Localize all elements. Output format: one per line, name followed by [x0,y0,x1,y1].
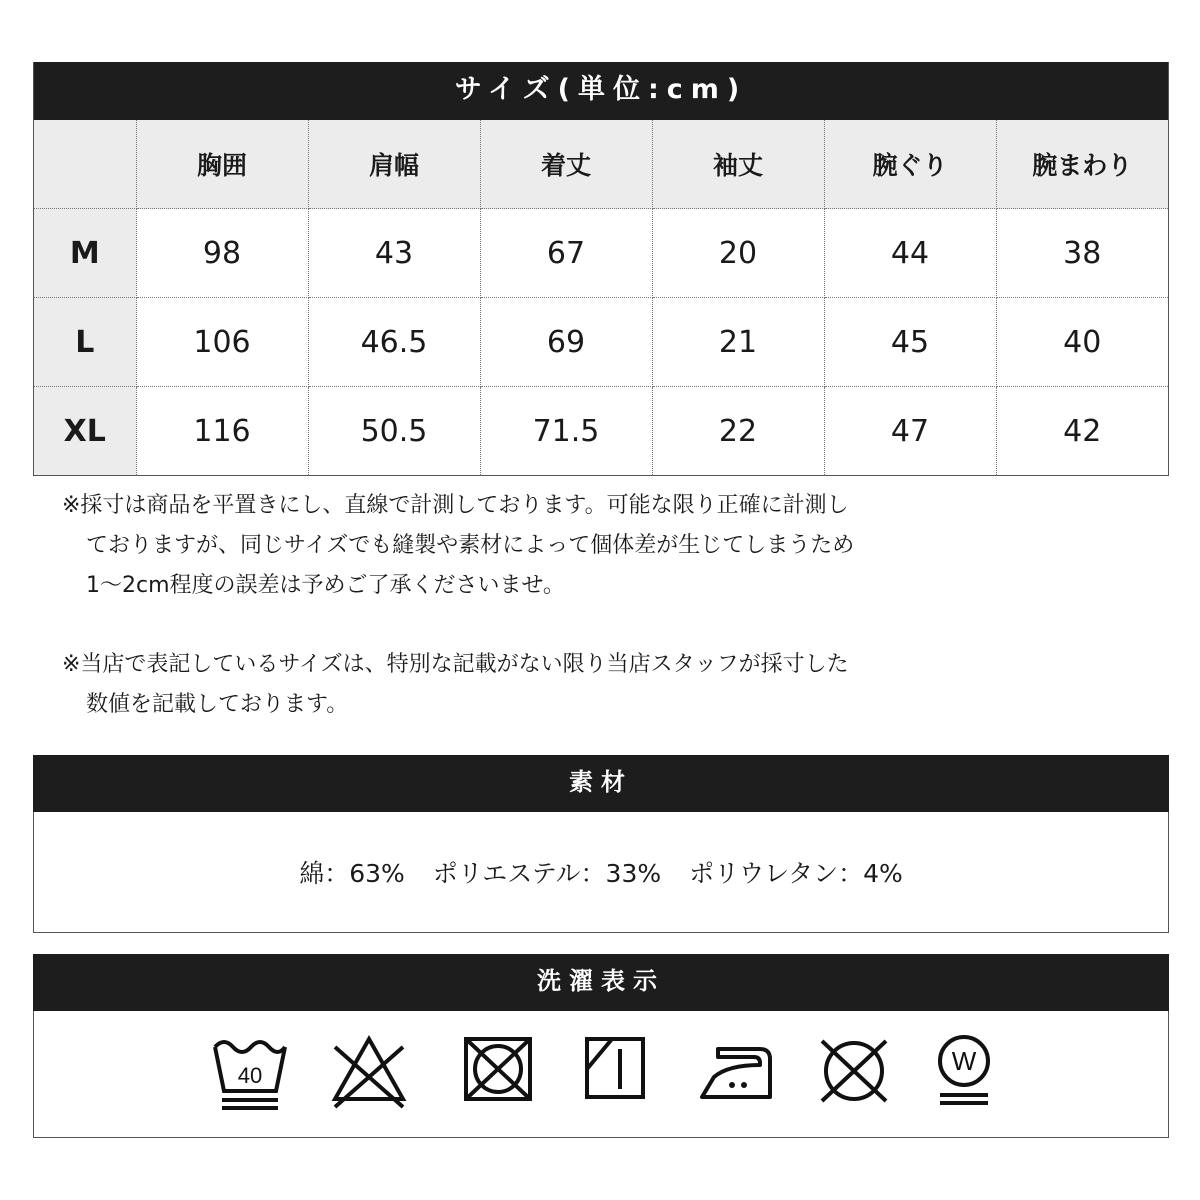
no-bleach-icon [329,1033,409,1111]
table-cell: 44 [824,209,996,298]
material-item-cotton: 綿：63% [299,859,405,888]
table-cell: 98 [136,209,308,298]
table-cell: 21 [652,298,824,387]
header-bust: 胸囲 [136,120,308,209]
store-size-note [62,645,849,725]
material-panel [33,755,1169,933]
table-cell: 106 [136,298,308,387]
line-dry-shade-icon [582,1033,648,1105]
table-cell: 43 [308,209,480,298]
header-sleeve: 袖丈 [652,120,824,209]
size-table [34,120,1168,475]
material-title: 素材 [33,755,1169,812]
size-label: XL [34,387,136,476]
header-length: 着丈 [480,120,652,209]
wash-40-gentle-icon [210,1033,290,1117]
table-cell: 20 [652,209,824,298]
table-cell: 69 [480,298,652,387]
size-label: L [34,298,136,387]
size-table-panel [33,62,1169,476]
laundry-icons [33,1011,1169,1138]
material-item-polyurethane: ポリウレタン：4% [689,859,903,888]
note-line: 1～2cm程度の誤差は予めご了承くださいませ。 [86,573,565,598]
wet-clean-letter: W [951,1046,977,1076]
table-cell: 47 [824,387,996,476]
table-cell: 50.5 [308,387,480,476]
note-line: 数値を記載しております。 [86,692,349,717]
no-dry-clean-icon [814,1033,894,1109]
table-row [34,387,1168,476]
no-tumble-dry-icon [460,1033,536,1105]
note-line: ておりますが、同じサイズでも縫製や素材によって個体差が生じてしまうため [86,533,855,558]
note-line: ※当店で表記しているサイズは、特別な記載がない限り当店スタッフが採寸した [62,652,849,677]
header-arm-circumference: 腕まわり [996,120,1168,209]
table-row [34,209,1168,298]
size-table-header-row [34,120,1168,209]
wet-clean-gentle-icon [932,1033,996,1111]
iron-medium-icon [694,1033,778,1105]
size-table-title: サイズ(単位:cm) [34,62,1168,120]
header-armhole: 腕ぐり [824,120,996,209]
table-cell: 42 [1063,413,1102,449]
material-item-polyester: ポリエステル：33% [432,859,662,888]
measurement-note [62,486,854,606]
table-cell: 38 [996,209,1168,298]
table-cell: 71.5 [480,387,652,476]
table-cell: 22 [652,387,824,476]
table-cell: 45 [824,298,996,387]
table-cell: 67 [480,209,652,298]
header-shoulder: 肩幅 [308,120,480,209]
laundry-title: 洗濯表示 [33,954,1169,1011]
note-line: ※採寸は商品を平置きにし、直線で計測しております。可能な限り正確に計測し [62,493,849,518]
size-label: M [34,209,136,298]
wash-temperature: 40 [237,1063,263,1088]
laundry-panel [33,954,1169,1138]
corner-cell [34,120,136,209]
table-cell: 40 [996,298,1168,387]
material-composition [33,812,1169,933]
table-row [34,298,1168,387]
table-cell: 46.5 [308,298,480,387]
table-cell: 116 [136,387,308,476]
